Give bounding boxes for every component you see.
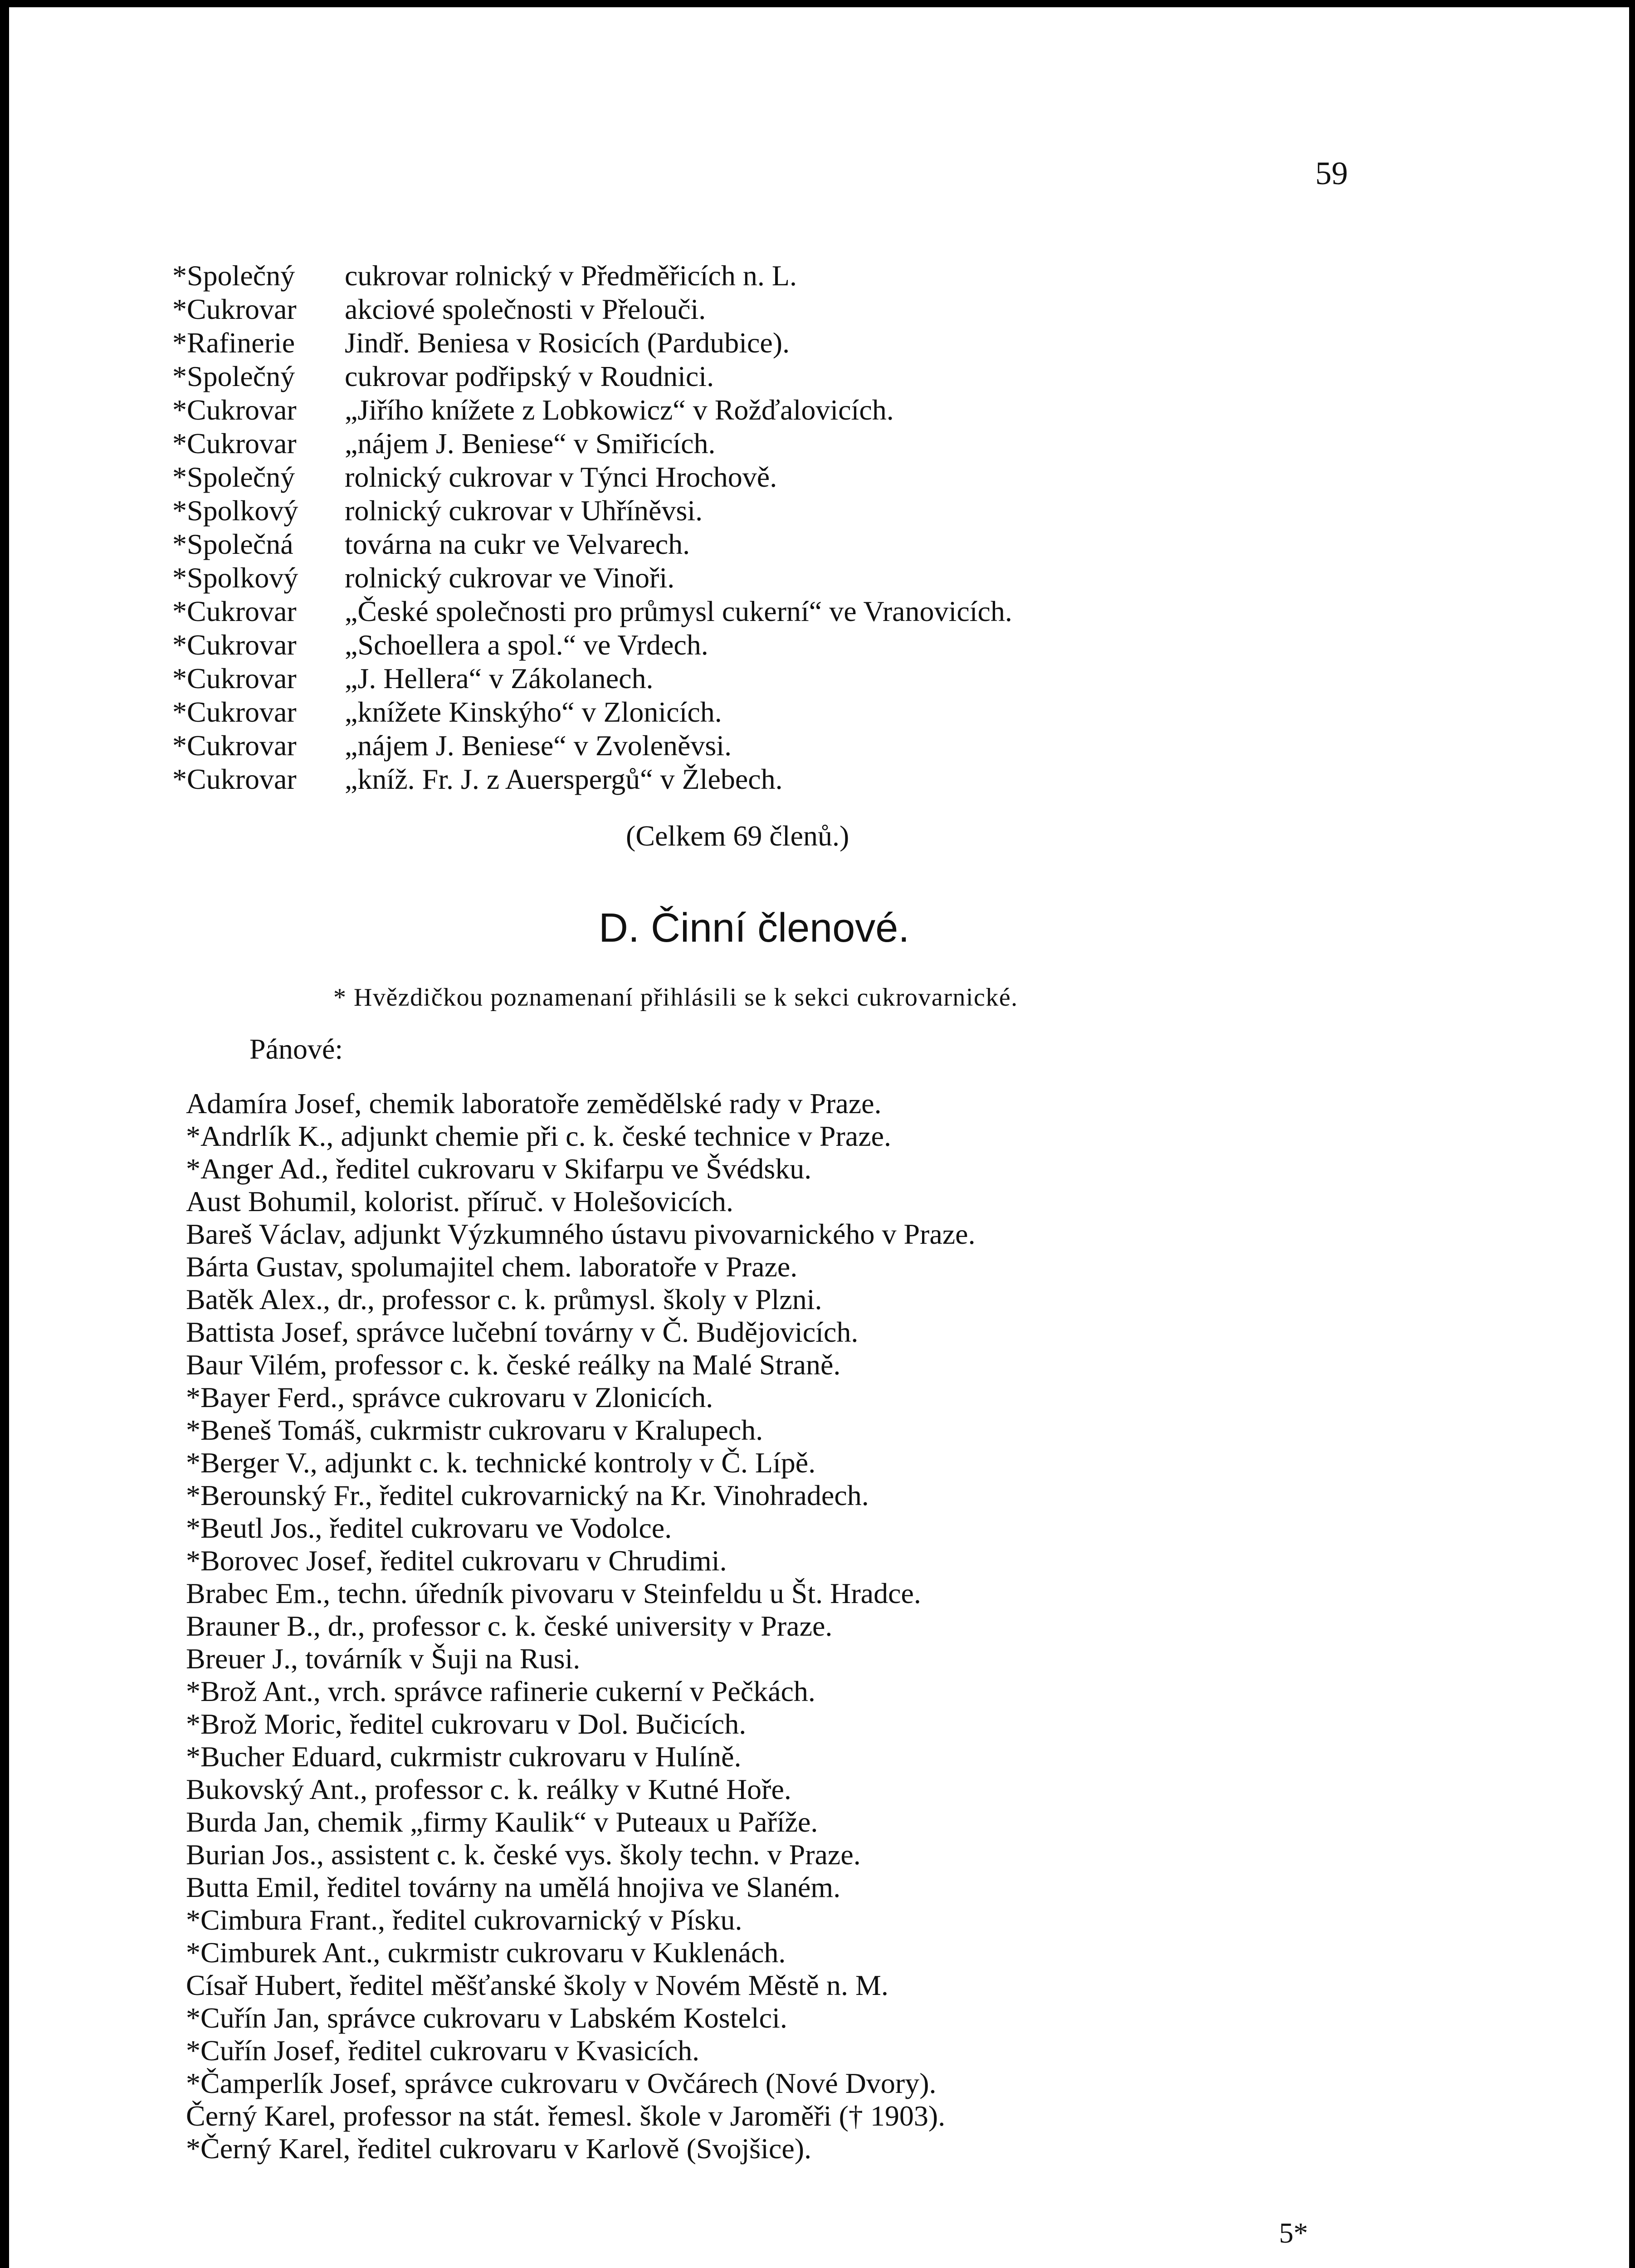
factory-line bbox=[172, 664, 654, 693]
factory-desc: rolnický cukrovar v Týnci Hrochově. bbox=[345, 461, 777, 493]
member-entry: Burian Jos., assistent c. k. české vys. školy techn. v Praze. bbox=[186, 1838, 861, 1871]
factory-desc: cukrovar podřipský v Roudnici. bbox=[345, 360, 714, 392]
factory-line bbox=[172, 261, 797, 290]
factory-line bbox=[172, 698, 722, 727]
factory-type: *Cukrovar bbox=[172, 293, 297, 325]
factory-desc: „Schoellera a spol.“ ve Vrdech. bbox=[345, 629, 708, 661]
section-note: * Hvězdičkou poznamenaní přihlásili se k sekci cukrovarnické. bbox=[333, 983, 1018, 1012]
factory-desc: továrna na cukr ve Velvarech. bbox=[345, 528, 690, 560]
factory-desc: cukrovar rolnický v Předměřicích n. L. bbox=[345, 259, 797, 292]
member-total: (Celkem 69 členů.) bbox=[626, 820, 849, 852]
paper-sheet bbox=[9, 7, 1629, 2268]
member-entry: Bárta Gustav, spolumajitel chem. laboratoře v Praze. bbox=[186, 1251, 798, 1283]
factory-type: *Společná bbox=[172, 528, 293, 560]
factory-desc: akciové společnosti v Přelouči. bbox=[345, 293, 706, 325]
factory-desc: Jindř. Beniesa v Rosicích (Pardubice). bbox=[345, 327, 790, 359]
member-entry: Brabec Em., techn. úředník pivovaru v Steinfeldu u Št. Hradce. bbox=[186, 1577, 921, 1609]
factory-line bbox=[172, 463, 777, 492]
factory-type: *Společný bbox=[172, 259, 295, 292]
member-entry: Císař Hubert, ředitel měšťanské školy v Novém Městě n. M. bbox=[186, 1969, 888, 2001]
member-entry: Butta Emil, ředitel továrny na umělá hnojiva ve Slaném. bbox=[186, 1871, 841, 1903]
member-entry: Aust Bohumil, kolorist. příruč. v Holešovicích. bbox=[186, 1185, 733, 1217]
member-entry: *Cimbura Frant., ředitel cukrovarnický v Písku. bbox=[186, 1904, 742, 1936]
factory-line bbox=[172, 396, 894, 425]
factory-line bbox=[172, 631, 708, 660]
member-entry: Bareš Václav, adjunkt Výzkumného ústavu pivovarnického v Praze. bbox=[186, 1218, 976, 1250]
factory-line bbox=[172, 429, 716, 458]
member-entry: Bukovský Ant., professor c. k. reálky v Kutné Hoře. bbox=[186, 1773, 791, 1805]
member-entry: *Anger Ad., ředitel cukrovaru v Skifarpu ve Švédsku. bbox=[186, 1153, 812, 1185]
salutation: Pánové: bbox=[249, 1033, 343, 1065]
factory-line bbox=[172, 597, 1012, 626]
member-entry: Brauner B., dr., professor c. k. české university v Praze. bbox=[186, 1610, 833, 1642]
member-entry: Burda Jan, chemik „firmy Kaulik“ v Puteaux u Paříže. bbox=[186, 1806, 818, 1838]
member-entry: Battista Josef, správce lučební továrny v Č. Budějovicích. bbox=[186, 1316, 859, 1348]
member-entry: *Cimburek Ant., cukrmistr cukrovaru v Kuklenách. bbox=[186, 1936, 786, 1969]
factory-desc: „kníž. Fr. J. z Auerspergů“ v Žlebech. bbox=[345, 763, 783, 795]
footer-signature-mark: 5* bbox=[1279, 2217, 1308, 2249]
factory-desc: rolnický cukrovar ve Vinoři. bbox=[345, 562, 675, 594]
factory-type: *Cukrovar bbox=[172, 696, 297, 728]
page-number: 59 bbox=[1315, 155, 1348, 191]
factory-desc: rolnický cukrovar v Uhříněvsi. bbox=[345, 494, 703, 527]
member-entry: *Černý Karel, ředitel cukrovaru v Karlově (Svojšice). bbox=[186, 2132, 812, 2165]
member-entry: *Brož Ant., vrch. správce rafinerie cukerní v Pečkách. bbox=[186, 1675, 815, 1707]
factory-line bbox=[172, 362, 714, 391]
member-entry: *Čamperlík Josef, správce cukrovaru v Ovčárech (Nové Dvory). bbox=[186, 2067, 937, 2099]
factory-desc: „J. Hellera“ v Zákolanech. bbox=[345, 662, 654, 694]
factory-line bbox=[172, 328, 790, 357]
factory-line bbox=[172, 496, 703, 525]
factory-type: *Cukrovar bbox=[172, 763, 297, 795]
member-entry: *Beneš Tomáš, cukrmistr cukrovaru v Kralupech. bbox=[186, 1414, 763, 1446]
factory-type: *Společný bbox=[172, 461, 295, 493]
factory-line bbox=[172, 295, 706, 324]
factory-type: *Cukrovar bbox=[172, 729, 297, 762]
member-entry: *Bucher Eduard, cukrmistr cukrovaru v Hulíně. bbox=[186, 1740, 742, 1773]
factory-desc: „nájem J. Beniese“ v Smiřicích. bbox=[345, 427, 716, 459]
factory-line bbox=[172, 731, 732, 760]
member-entry: Batěk Alex., dr., professor c. k. průmysl. školy v Plzni. bbox=[186, 1283, 822, 1315]
member-entry: Baur Vilém, professor c. k. české reálky na Malé Straně. bbox=[186, 1349, 841, 1381]
member-entry: *Cuřín Jan, správce cukrovaru v Labském Kostelci. bbox=[186, 2002, 787, 2034]
factory-type: *Cukrovar bbox=[172, 629, 297, 661]
factory-desc: „České společnosti pro průmysl cukerní“ ve Vranovicích. bbox=[345, 595, 1012, 627]
factory-type: *Cukrovar bbox=[172, 427, 297, 459]
member-entry: *Cuřín Josef, ředitel cukrovaru v Kvasicích. bbox=[186, 2034, 700, 2067]
member-entry: *Brož Moric, ředitel cukrovaru v Dol. Bučicích. bbox=[186, 1708, 747, 1740]
member-entry: *Borovec Josef, ředitel cukrovaru v Chrudimi. bbox=[186, 1545, 727, 1577]
member-entry: Adamíra Josef, chemik laboratoře zemědělské rady v Praze. bbox=[186, 1087, 882, 1119]
factory-type: *Cukrovar bbox=[172, 595, 297, 627]
factory-line bbox=[172, 563, 674, 592]
factory-type: *Rafinerie bbox=[172, 327, 295, 359]
member-entry: *Bayer Ferd., správce cukrovaru v Zlonicích. bbox=[186, 1381, 713, 1413]
member-entry: *Berounský Fr., ředitel cukrovarnický na Kr. Vinohradech. bbox=[186, 1479, 869, 1511]
factory-type: *Spolkový bbox=[172, 494, 298, 527]
member-entry: *Berger V., adjunkt c. k. technické kontroly v Č. Lípě. bbox=[186, 1447, 816, 1479]
member-entry: Breuer J., továrník v Šuji na Rusi. bbox=[186, 1642, 581, 1675]
factory-desc: „Jiřího knížete z Lobkowicz“ v Rožďalovicích. bbox=[345, 394, 894, 426]
factory-type: *Společný bbox=[172, 360, 295, 392]
factory-type: *Cukrovar bbox=[172, 662, 297, 694]
section-heading: D. Činní členové. bbox=[599, 905, 910, 951]
member-entry: Černý Karel, professor na stát. řemesl. škole v Jaroměři († 1903). bbox=[186, 2100, 946, 2132]
factory-type: *Spolkový bbox=[172, 562, 298, 594]
member-entry: *Andrlík K., adjunkt chemie při c. k. české technice v Praze. bbox=[186, 1120, 891, 1152]
factory-line bbox=[172, 530, 690, 559]
factory-type: *Cukrovar bbox=[172, 394, 297, 426]
factory-line bbox=[172, 765, 783, 794]
factory-desc: „nájem J. Beniese“ v Zvoleněvsi. bbox=[345, 729, 732, 762]
factory-desc: „knížete Kinskýho“ v Zlonicích. bbox=[345, 696, 722, 728]
member-entry: *Beutl Jos., ředitel cukrovaru ve Vodolce. bbox=[186, 1512, 672, 1544]
